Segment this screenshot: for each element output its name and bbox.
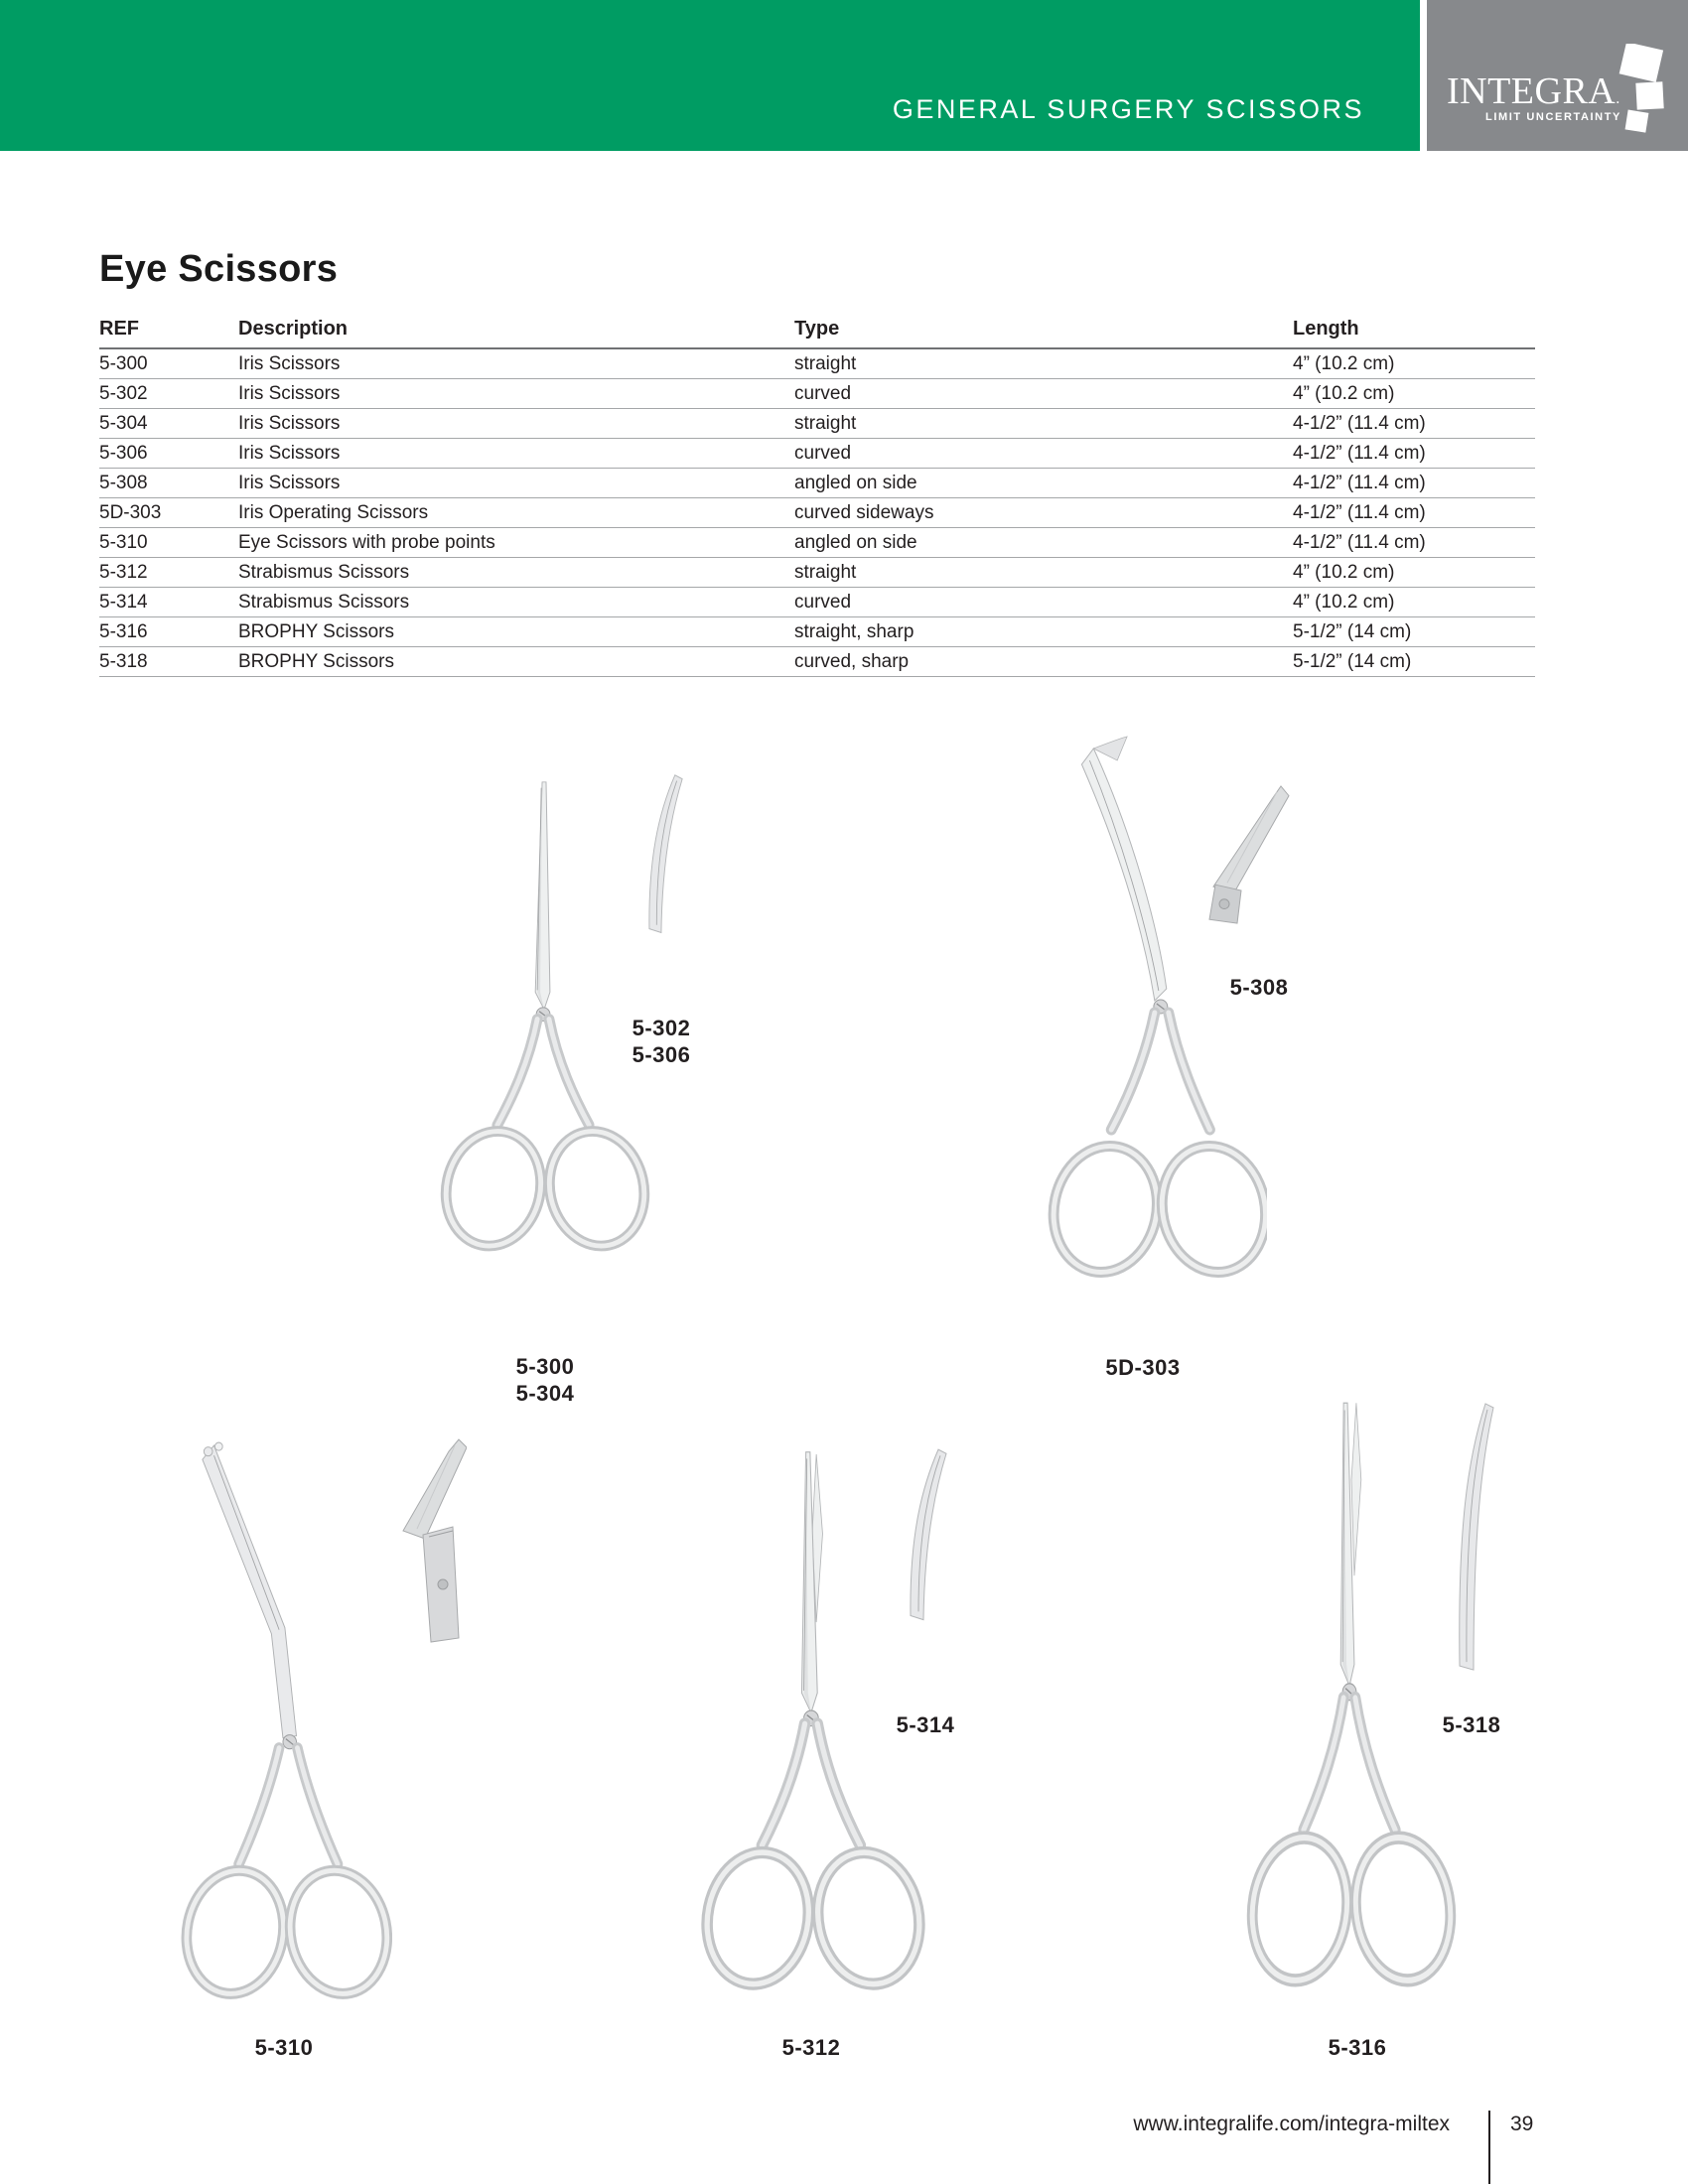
table-cell-type: straight xyxy=(794,409,1293,439)
angled-tip-illustration xyxy=(1207,782,1291,927)
figure-label xyxy=(1372,1711,1571,1738)
table-body xyxy=(99,348,1535,677)
curved-tip-illustration xyxy=(897,1445,948,1630)
table-cell-ref: 5D-303 xyxy=(99,498,238,528)
table-row xyxy=(99,379,1535,409)
table-cell-ref: 5-308 xyxy=(99,469,238,498)
table-cell-length: 4-1/2” (11.4 cm) xyxy=(1293,409,1535,439)
table-cell-type: curved, sharp xyxy=(794,647,1293,677)
column-header-desc: Description xyxy=(238,304,794,348)
inset-tip-5-318 xyxy=(1442,1400,1495,1676)
table-cell-description: Strabismus Scissors xyxy=(238,588,794,617)
table-cell-length: 4” (10.2 cm) xyxy=(1293,379,1535,409)
table-cell-description: BROPHY Scissors xyxy=(238,647,794,677)
table-cell-type: straight xyxy=(794,558,1293,588)
table-cell-description: Iris Scissors xyxy=(238,439,794,469)
table-row xyxy=(99,348,1535,379)
table-cell-description: BROPHY Scissors xyxy=(238,617,794,647)
table-cell-description: Eye Scissors with probe points xyxy=(238,528,794,558)
figure-label-line: 5-306 xyxy=(632,1042,691,1067)
figure-label xyxy=(1160,974,1358,1001)
table-row xyxy=(99,498,1535,528)
table-cell-length: 4-1/2” (11.4 cm) xyxy=(1293,498,1535,528)
table-cell-ref: 5-316 xyxy=(99,617,238,647)
table-cell-type: curved xyxy=(794,379,1293,409)
figure-label xyxy=(446,1353,644,1407)
table-cell-type: curved xyxy=(794,588,1293,617)
brand-name-text: INTEGRA xyxy=(1447,70,1617,112)
table-cell-ref: 5-312 xyxy=(99,558,238,588)
table-cell-description: Iris Scissors xyxy=(238,379,794,409)
footer-url: www.integralife.com/integra-miltex xyxy=(1133,2113,1450,2135)
figure-label-line: 5-304 xyxy=(515,1381,575,1406)
brand-tagline: LIMIT UNCERTAINTY xyxy=(1485,111,1621,123)
figure-label xyxy=(1044,1354,1242,1381)
page-title: Eye Scissors xyxy=(99,248,339,290)
table-cell-type: curved sideways xyxy=(794,498,1293,528)
figure-label-line: 5-308 xyxy=(1229,975,1289,1000)
table-row xyxy=(99,528,1535,558)
table-cell-description: Strabismus Scissors xyxy=(238,558,794,588)
table-cell-ref: 5-310 xyxy=(99,528,238,558)
figure-label-line: 5-300 xyxy=(515,1354,575,1379)
banner-title: GENERAL SURGERY SCISSORS xyxy=(892,94,1364,124)
figure-label xyxy=(826,1711,1025,1738)
table-cell-ref: 5-300 xyxy=(99,348,238,379)
table-row xyxy=(99,439,1535,469)
inset-tip-5-310 xyxy=(395,1435,467,1644)
table-cell-ref: 5-306 xyxy=(99,439,238,469)
table-cell-type: straight, sharp xyxy=(794,617,1293,647)
table-cell-description: Iris Operating Scissors xyxy=(238,498,794,528)
table-cell-ref: 5-318 xyxy=(99,647,238,677)
column-header-ref: REF xyxy=(99,304,238,348)
figure-label xyxy=(562,1015,761,1068)
integra-blocks-icon xyxy=(1611,44,1680,137)
figure-label xyxy=(712,2034,911,2061)
table-cell-description: Iris Scissors xyxy=(238,409,794,439)
figure-label-line: 5-318 xyxy=(1442,1712,1501,1737)
figure-label-line: 5-302 xyxy=(632,1016,691,1040)
figure-label-line: 5-310 xyxy=(254,2035,314,2060)
figure-scissors-5-310 xyxy=(172,1435,392,2011)
inset-tip-5-308 xyxy=(1207,782,1291,927)
integra-logo xyxy=(1427,0,1688,151)
table-cell-type: curved xyxy=(794,439,1293,469)
table-cell-length: 4-1/2” (11.4 cm) xyxy=(1293,528,1535,558)
table-cell-type: angled on side xyxy=(794,469,1293,498)
table-cell-length: 4” (10.2 cm) xyxy=(1293,558,1535,588)
table-cell-length: 4” (10.2 cm) xyxy=(1293,588,1535,617)
table-cell-length: 4” (10.2 cm) xyxy=(1293,348,1535,379)
figure-label-line: 5-316 xyxy=(1328,2035,1387,2060)
figure-label-line: 5-312 xyxy=(781,2035,841,2060)
product-table xyxy=(99,304,1535,677)
table-cell-description: Iris Scissors xyxy=(238,348,794,379)
table-cell-length: 5-1/2” (14 cm) xyxy=(1293,647,1535,677)
footer-divider xyxy=(1488,2111,1490,2184)
curved-tip-illustration xyxy=(1442,1400,1495,1676)
column-header-type: Type xyxy=(794,304,1293,348)
table-row xyxy=(99,469,1535,498)
table-header xyxy=(99,304,1535,348)
scissors-straight-illustration xyxy=(1239,1396,1464,2001)
angled-blade-illustration xyxy=(395,1435,467,1644)
figure-label-line: 5-314 xyxy=(896,1712,955,1737)
table-row xyxy=(99,647,1535,677)
curved-tip-illustration xyxy=(636,771,684,942)
column-header-length: Length xyxy=(1293,304,1535,348)
table-cell-type: angled on side xyxy=(794,528,1293,558)
table-cell-ref: 5-302 xyxy=(99,379,238,409)
table-row xyxy=(99,617,1535,647)
header-banner xyxy=(0,0,1420,151)
table-row xyxy=(99,409,1535,439)
table-cell-ref: 5-314 xyxy=(99,588,238,617)
brand-suffix: . xyxy=(1616,90,1620,107)
figure-label xyxy=(185,2034,383,2061)
table-cell-length: 5-1/2” (14 cm) xyxy=(1293,617,1535,647)
inset-tip-5-302-5-306 xyxy=(636,771,684,942)
figure-scissors-5-316 xyxy=(1239,1396,1464,2001)
inset-tip-5-314 xyxy=(897,1445,948,1630)
table-cell-ref: 5-304 xyxy=(99,409,238,439)
scissors-angled-illustration xyxy=(172,1435,392,2011)
table-row xyxy=(99,588,1535,617)
figure-label xyxy=(1258,2034,1457,2061)
table-cell-length: 4-1/2” (11.4 cm) xyxy=(1293,439,1535,469)
page-number: 39 xyxy=(1510,2113,1534,2135)
figure-label-line: 5D-303 xyxy=(1105,1355,1181,1380)
table-cell-description: Iris Scissors xyxy=(238,469,794,498)
table-row xyxy=(99,558,1535,588)
table-cell-type: straight xyxy=(794,348,1293,379)
brand-name xyxy=(1447,69,1620,113)
table-cell-length: 4-1/2” (11.4 cm) xyxy=(1293,469,1535,498)
